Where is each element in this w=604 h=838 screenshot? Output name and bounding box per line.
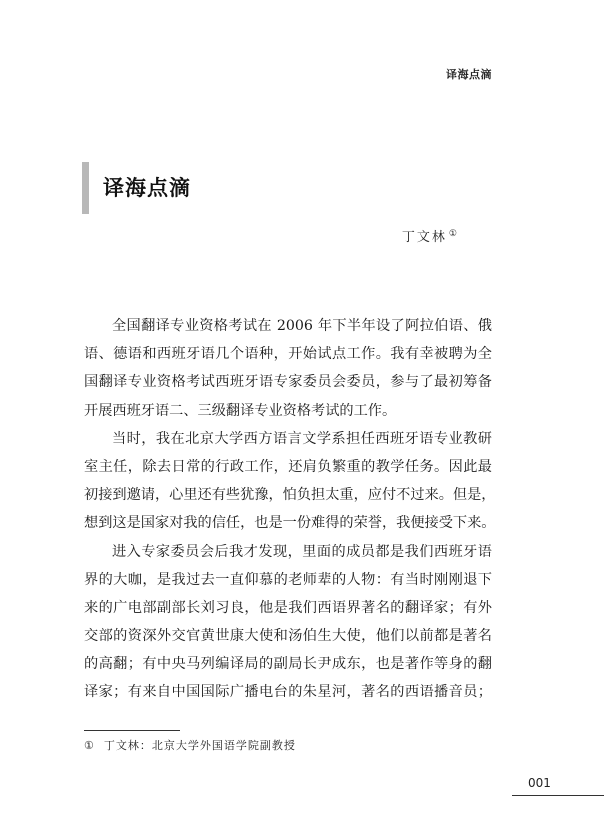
body-text xyxy=(84,312,496,707)
paragraph-line: 的高翻；有中央马列编译局的副局长尹成东，也是著作等身的翻 xyxy=(84,656,492,673)
chapter-title-bar xyxy=(82,162,89,214)
paragraph-line: 译家；有来自中国国际广播电台的朱星河，著名的西语播音员； xyxy=(84,684,492,701)
paragraph-line: 语、德语和西班牙语几个语种，开始试点工作。我有幸被聘为全 xyxy=(84,346,492,363)
footnote-text: 丁文林：北京大学外国语学院副教授 xyxy=(103,739,296,752)
page-number-rule xyxy=(512,795,604,796)
author-footnote-mark: ① xyxy=(448,228,457,239)
paragraph-line: 初接到邀请，心里还有些犹豫，怕负担太重，应付不过来。但是， xyxy=(84,487,496,504)
paragraph-line: 全国翻译专业资格考试在 2006 年下半年设了阿拉伯语、俄 xyxy=(112,318,492,334)
paragraph-line: 进入专家委员会后我才发现，里面的成员都是我们西班牙语 xyxy=(112,543,492,560)
paragraph-line: 来的广电部副部长刘习良，他是我们西语界著名的翻译家；有外 xyxy=(84,599,492,616)
author-byline xyxy=(402,226,457,245)
footnote xyxy=(84,737,296,753)
paragraph-line: 交部的资深外交官黄世康大使和汤伯生大使，他们以前都是著名 xyxy=(84,628,492,645)
paragraph-line: 国翻译专业资格考试西班牙语专家委员会委员，参与了最初筹备 xyxy=(84,374,492,391)
paragraph-line: 开展西班牙语二、三级翻译专业资格考试的工作。 xyxy=(84,402,397,419)
paragraph-line: 想到这是国家对我的信任，也是一份难得的荣誉，我便接受下来。 xyxy=(84,515,496,532)
running-header: 译海点滴 xyxy=(446,68,492,81)
chapter-title: 译海点滴 xyxy=(103,176,191,200)
footnote-divider xyxy=(84,730,180,731)
paragraph-line: 室主任，除去日常的行政工作，还肩负繁重的教学任务。因此最 xyxy=(84,458,492,475)
paragraph-line: 当时，我在北京大学西方语言文学系担任西班牙语专业教研 xyxy=(112,430,492,447)
footnote-mark: ① xyxy=(84,739,94,752)
page-number: 001 xyxy=(528,776,551,790)
author-name: 丁文林 xyxy=(401,230,447,245)
paragraph-line: 界的大咖，是我过去一直仰慕的老师辈的人物：有当时刚刚退下 xyxy=(84,571,492,588)
